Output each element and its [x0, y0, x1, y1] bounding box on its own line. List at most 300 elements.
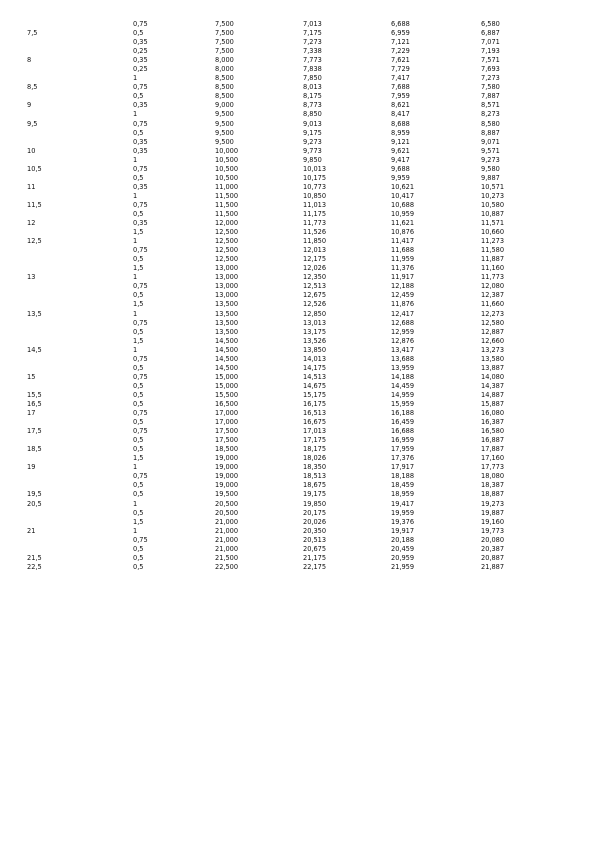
major-diameter-cell: 19,500: [215, 490, 239, 499]
nominal-diameter-cell: [27, 355, 133, 364]
minor-diameter-cell: 15,959: [391, 399, 415, 408]
minor-diameter-cell: 17,917: [391, 463, 415, 472]
table-row: [27, 110, 541, 119]
pitch-diameter-cell: 17,175: [303, 436, 327, 445]
root-diameter-cell: 17,160: [481, 454, 505, 463]
root-diameter-cell: 12,387: [481, 291, 505, 300]
nominal-diameter-cell: 15,5: [27, 390, 42, 399]
nominal-diameter-cell: [27, 454, 133, 463]
root-diameter-cell: 11,580: [481, 246, 505, 255]
pitch-cell: 1: [133, 499, 138, 508]
table-row: [27, 47, 541, 56]
minor-diameter-cell: 7,417: [391, 74, 410, 83]
pitch-cell: 1,5: [133, 228, 144, 237]
nominal-diameter-cell: [27, 536, 133, 545]
pitch-diameter-cell: 18,026: [303, 454, 327, 463]
table-row: [27, 310, 541, 319]
major-diameter-cell: 12,500: [215, 255, 239, 264]
minor-diameter-cell: 7,621: [391, 56, 410, 65]
minor-diameter-cell: 12,188: [391, 282, 415, 291]
major-diameter-cell: 13,000: [215, 291, 239, 300]
table-row: [27, 92, 541, 101]
minor-diameter-cell: 9,959: [391, 173, 410, 182]
nominal-diameter-cell: 17,5: [27, 427, 42, 436]
root-diameter-cell: 11,571: [481, 219, 505, 228]
table-row: [27, 147, 541, 156]
root-diameter-cell: 8,273: [481, 110, 500, 119]
pitch-cell: 1: [133, 74, 138, 83]
table-row: [27, 219, 541, 228]
nominal-diameter-cell: [27, 319, 133, 328]
table-row: [27, 237, 541, 246]
minor-diameter-cell: 7,229: [391, 47, 410, 56]
nominal-diameter-cell: 13: [27, 273, 36, 282]
table-row: [27, 210, 541, 219]
pitch-cell: 0,5: [133, 255, 144, 264]
pitch-cell: 0,35: [133, 101, 148, 110]
major-diameter-cell: 21,000: [215, 526, 239, 535]
pitch-diameter-cell: 16,675: [303, 418, 327, 427]
minor-diameter-cell: 12,876: [391, 336, 415, 345]
major-diameter-cell: 21,000: [215, 535, 239, 544]
pitch-diameter-cell: 19,175: [303, 490, 327, 499]
table-row: [27, 472, 541, 481]
major-diameter-cell: 11,500: [215, 200, 239, 209]
table-row: [27, 74, 541, 83]
pitch-diameter-cell: 7,273: [303, 38, 322, 47]
pitch-cell: 0,75: [133, 20, 148, 29]
root-diameter-cell: 18,080: [481, 472, 505, 481]
table-row: [27, 382, 541, 391]
major-diameter-cell: 8,000: [215, 56, 234, 65]
pitch-cell: 0,5: [133, 399, 144, 408]
table-row: [27, 282, 541, 291]
nominal-diameter-cell: [27, 545, 133, 554]
nominal-diameter-cell: 17: [27, 409, 36, 418]
major-diameter-cell: 21,000: [215, 544, 239, 553]
major-diameter-cell: 12,000: [215, 219, 239, 228]
nominal-diameter-cell: [27, 74, 133, 83]
pitch-cell: 0,35: [133, 56, 148, 65]
pitch-cell: 1,5: [133, 517, 144, 526]
pitch-cell: 0,75: [133, 282, 148, 291]
nominal-diameter-cell: [27, 264, 133, 273]
pitch-diameter-cell: 18,175: [303, 445, 327, 454]
table-row: [27, 409, 541, 418]
table-row: [27, 319, 541, 328]
root-diameter-cell: 10,660: [481, 228, 505, 237]
root-diameter-cell: 12,580: [481, 318, 505, 327]
table-row: [27, 38, 541, 47]
nominal-diameter-cell: 14,5: [27, 345, 42, 354]
root-diameter-cell: 6,580: [481, 20, 500, 29]
root-diameter-cell: 20,080: [481, 535, 505, 544]
pitch-cell: 0,5: [133, 363, 144, 372]
major-diameter-cell: 13,000: [215, 264, 239, 273]
major-diameter-cell: 7,500: [215, 20, 234, 29]
root-diameter-cell: 17,773: [481, 463, 505, 472]
nominal-diameter-cell: [27, 518, 133, 527]
table-row: [27, 527, 541, 536]
table-row: [27, 174, 541, 183]
pitch-diameter-cell: 10,773: [303, 182, 327, 191]
pitch-diameter-cell: 20,350: [303, 526, 327, 535]
root-diameter-cell: 11,773: [481, 273, 505, 282]
minor-diameter-cell: 18,959: [391, 490, 415, 499]
nominal-diameter-cell: [27, 38, 133, 47]
minor-diameter-cell: 8,688: [391, 119, 410, 128]
pitch-diameter-cell: 13,175: [303, 327, 327, 336]
nominal-diameter-cell: 18,5: [27, 445, 42, 454]
pitch-cell: 1: [133, 191, 138, 200]
pitch-cell: 1: [133, 110, 138, 119]
major-diameter-cell: 8,500: [215, 83, 234, 92]
minor-diameter-cell: 7,688: [391, 83, 410, 92]
pitch-cell: 0,5: [133, 481, 144, 490]
major-diameter-cell: 17,500: [215, 436, 239, 445]
pitch-diameter-cell: 22,175: [303, 562, 327, 571]
pitch-diameter-cell: 11,013: [303, 200, 327, 209]
table-row: [27, 83, 541, 92]
table-row: [27, 255, 541, 264]
minor-diameter-cell: 6,688: [391, 20, 410, 29]
pitch-diameter-cell: 13,526: [303, 336, 327, 345]
minor-diameter-cell: 10,688: [391, 200, 415, 209]
root-diameter-cell: 7,580: [481, 83, 500, 92]
minor-diameter-cell: 10,417: [391, 191, 415, 200]
major-diameter-cell: 14,500: [215, 354, 239, 363]
pitch-cell: 0,35: [133, 38, 148, 47]
major-diameter-cell: 15,000: [215, 372, 239, 381]
root-diameter-cell: 16,580: [481, 427, 505, 436]
table-row: [27, 427, 541, 436]
table-row: [27, 499, 541, 508]
minor-diameter-cell: 12,688: [391, 318, 415, 327]
table-row: [27, 509, 541, 518]
pitch-diameter-cell: 14,675: [303, 381, 327, 390]
pitch-diameter-cell: 18,675: [303, 481, 327, 490]
pitch-cell: 0,5: [133, 173, 144, 182]
table-row: [27, 454, 541, 463]
pitch-cell: 0,35: [133, 219, 148, 228]
pitch-diameter-cell: 14,175: [303, 363, 327, 372]
pitch-cell: 0,5: [133, 490, 144, 499]
root-diameter-cell: 19,773: [481, 526, 505, 535]
pitch-diameter-cell: 14,013: [303, 354, 327, 363]
thread-dimensions-table: [27, 20, 541, 572]
table-row: [27, 273, 541, 282]
root-diameter-cell: 7,071: [481, 38, 500, 47]
root-diameter-cell: 15,887: [481, 399, 505, 408]
minor-diameter-cell: 10,876: [391, 228, 415, 237]
nominal-diameter-cell: 21,5: [27, 553, 42, 562]
pitch-cell: 0,75: [133, 164, 148, 173]
root-diameter-cell: 19,273: [481, 499, 505, 508]
pitch-cell: 1: [133, 273, 138, 282]
pitch-diameter-cell: 8,013: [303, 83, 322, 92]
pitch-cell: 0,75: [133, 535, 148, 544]
minor-diameter-cell: 21,959: [391, 562, 415, 571]
pitch-cell: 1: [133, 526, 138, 535]
major-diameter-cell: 13,500: [215, 327, 239, 336]
nominal-diameter-cell: [27, 282, 133, 291]
pitch-diameter-cell: 9,175: [303, 128, 322, 137]
pitch-cell: 0,25: [133, 47, 148, 56]
minor-diameter-cell: 18,459: [391, 481, 415, 490]
pitch-cell: 0,75: [133, 200, 148, 209]
pitch-cell: 0,75: [133, 409, 148, 418]
pitch-diameter-cell: 8,773: [303, 101, 322, 110]
root-diameter-cell: 20,887: [481, 553, 505, 562]
pitch-diameter-cell: 20,675: [303, 544, 327, 553]
pitch-diameter-cell: 11,175: [303, 210, 327, 218]
minor-diameter-cell: 11,917: [391, 273, 415, 282]
pitch-diameter-cell: 9,273: [303, 137, 322, 146]
minor-diameter-cell: 14,459: [391, 381, 415, 390]
minor-diameter-cell: 7,959: [391, 92, 410, 101]
nominal-diameter-cell: 11,5: [27, 200, 42, 209]
minor-diameter-cell: 12,959: [391, 327, 415, 336]
pitch-diameter-cell: 19,850: [303, 499, 327, 508]
pitch-cell: 1: [133, 237, 138, 246]
table-row: [27, 183, 541, 192]
pitch-cell: 0,75: [133, 372, 148, 381]
root-diameter-cell: 10,887: [481, 210, 505, 218]
minor-diameter-cell: 9,621: [391, 146, 410, 155]
pitch-diameter-cell: 12,175: [303, 255, 327, 264]
root-diameter-cell: 9,571: [481, 146, 500, 155]
minor-diameter-cell: 11,621: [391, 219, 415, 228]
minor-diameter-cell: 14,188: [391, 372, 415, 381]
root-diameter-cell: 12,887: [481, 327, 505, 336]
minor-diameter-cell: 16,959: [391, 436, 415, 445]
nominal-diameter-cell: 10: [27, 146, 36, 155]
pitch-diameter-cell: 16,513: [303, 409, 327, 418]
major-diameter-cell: 10,500: [215, 155, 239, 164]
minor-diameter-cell: 10,959: [391, 210, 415, 218]
pitch-diameter-cell: 11,850: [303, 237, 327, 246]
nominal-diameter-cell: [27, 210, 133, 219]
major-diameter-cell: 14,500: [215, 345, 239, 354]
table-row: [27, 156, 541, 165]
nominal-diameter-cell: 22,5: [27, 562, 42, 571]
nominal-diameter-cell: 8,5: [27, 83, 38, 92]
root-diameter-cell: 9,580: [481, 164, 500, 173]
minor-diameter-cell: 13,417: [391, 345, 415, 354]
minor-diameter-cell: 11,417: [391, 237, 415, 246]
pitch-diameter-cell: 12,350: [303, 273, 327, 282]
pitch-diameter-cell: 10,013: [303, 164, 327, 173]
pitch-diameter-cell: 21,175: [303, 553, 327, 562]
major-diameter-cell: 15,500: [215, 390, 239, 399]
root-diameter-cell: 8,580: [481, 119, 500, 128]
root-diameter-cell: 16,080: [481, 409, 505, 418]
pitch-diameter-cell: 11,526: [303, 228, 327, 237]
root-diameter-cell: 10,273: [481, 191, 505, 200]
table-row: [27, 246, 541, 255]
table-row: [27, 291, 541, 300]
pitch-diameter-cell: 12,675: [303, 291, 327, 300]
minor-diameter-cell: 19,917: [391, 526, 415, 535]
table-row: [27, 481, 541, 490]
root-diameter-cell: 16,387: [481, 418, 505, 427]
pitch-diameter-cell: 12,526: [303, 300, 327, 309]
minor-diameter-cell: 16,688: [391, 427, 415, 436]
root-diameter-cell: 13,273: [481, 345, 505, 354]
nominal-diameter-cell: [27, 20, 133, 29]
pitch-diameter-cell: 7,850: [303, 74, 322, 83]
pitch-cell: 1,5: [133, 454, 144, 463]
major-diameter-cell: 8,500: [215, 92, 234, 101]
root-diameter-cell: 7,193: [481, 47, 500, 56]
major-diameter-cell: 8,500: [215, 74, 234, 83]
root-diameter-cell: 7,887: [481, 92, 500, 101]
root-diameter-cell: 11,660: [481, 300, 505, 309]
pitch-cell: 0,5: [133, 92, 144, 101]
nominal-diameter-cell: [27, 246, 133, 255]
table-row: [27, 536, 541, 545]
table-row: [27, 328, 541, 337]
major-diameter-cell: 10,500: [215, 164, 239, 173]
minor-diameter-cell: 10,621: [391, 182, 415, 191]
nominal-diameter-cell: [27, 509, 133, 518]
root-diameter-cell: 7,571: [481, 56, 500, 65]
table-row: [27, 400, 541, 409]
root-diameter-cell: 7,273: [481, 74, 500, 83]
nominal-diameter-cell: 7,5: [27, 29, 38, 38]
pitch-diameter-cell: 20,026: [303, 517, 327, 526]
nominal-diameter-cell: [27, 228, 133, 237]
major-diameter-cell: 22,500: [215, 562, 239, 571]
pitch-cell: 0,75: [133, 472, 148, 481]
nominal-diameter-cell: [27, 300, 133, 309]
nominal-diameter-cell: [27, 138, 133, 147]
pitch-cell: 0,35: [133, 146, 148, 155]
nominal-diameter-cell: [27, 291, 133, 300]
root-diameter-cell: 12,660: [481, 336, 505, 345]
pitch-diameter-cell: 14,513: [303, 372, 327, 381]
root-diameter-cell: 11,887: [481, 255, 505, 264]
major-diameter-cell: 12,500: [215, 246, 239, 255]
major-diameter-cell: 17,500: [215, 427, 239, 436]
nominal-diameter-cell: [27, 156, 133, 165]
pitch-cell: 0,35: [133, 182, 148, 191]
pitch-cell: 1,5: [133, 264, 144, 273]
table-row: [27, 418, 541, 427]
nominal-diameter-cell: [27, 481, 133, 490]
root-diameter-cell: 13,887: [481, 363, 505, 372]
nominal-diameter-cell: 10,5: [27, 164, 42, 173]
root-diameter-cell: 18,887: [481, 490, 505, 499]
pitch-diameter-cell: 8,850: [303, 110, 322, 119]
major-diameter-cell: 10,500: [215, 173, 239, 182]
major-diameter-cell: 19,000: [215, 481, 239, 490]
root-diameter-cell: 20,387: [481, 544, 505, 553]
root-diameter-cell: 19,160: [481, 517, 505, 526]
root-diameter-cell: 19,887: [481, 508, 505, 517]
table-row: [27, 20, 541, 29]
minor-diameter-cell: 17,376: [391, 454, 415, 463]
pitch-cell: 0,5: [133, 544, 144, 553]
table-row: [27, 120, 541, 129]
nominal-diameter-cell: 13,5: [27, 309, 42, 318]
pitch-diameter-cell: 13,850: [303, 345, 327, 354]
major-diameter-cell: 7,500: [215, 29, 234, 38]
table-row: [27, 129, 541, 138]
pitch-cell: 0,5: [133, 508, 144, 517]
table-row: [27, 373, 541, 382]
major-diameter-cell: 11,500: [215, 191, 239, 200]
nominal-diameter-cell: [27, 364, 133, 373]
nominal-diameter-cell: 21: [27, 526, 36, 535]
minor-diameter-cell: 19,959: [391, 508, 415, 517]
pitch-diameter-cell: 18,513: [303, 472, 327, 481]
table-row: [27, 300, 541, 309]
root-diameter-cell: 14,387: [481, 381, 505, 390]
minor-diameter-cell: 19,376: [391, 517, 415, 526]
minor-diameter-cell: 16,459: [391, 418, 415, 427]
table-row: [27, 56, 541, 65]
pitch-cell: 0,5: [133, 562, 144, 571]
nominal-diameter-cell: 16,5: [27, 399, 42, 408]
pitch-cell: 0,5: [133, 29, 144, 38]
major-diameter-cell: 13,500: [215, 318, 239, 327]
table-body: [27, 20, 541, 572]
pitch-cell: 1: [133, 345, 138, 354]
pitch-diameter-cell: 20,513: [303, 535, 327, 544]
nominal-diameter-cell: [27, 47, 133, 56]
pitch-cell: 0,5: [133, 436, 144, 445]
minor-diameter-cell: 14,959: [391, 390, 415, 399]
major-diameter-cell: 11,500: [215, 210, 239, 218]
major-diameter-cell: 13,000: [215, 282, 239, 291]
root-diameter-cell: 9,887: [481, 173, 500, 182]
nominal-diameter-cell: [27, 418, 133, 427]
pitch-cell: 1: [133, 463, 138, 472]
pitch-diameter-cell: 20,175: [303, 508, 327, 517]
major-diameter-cell: 13,000: [215, 273, 239, 282]
nominal-diameter-cell: 11: [27, 182, 36, 191]
root-diameter-cell: 18,387: [481, 481, 505, 490]
pitch-diameter-cell: 17,013: [303, 427, 327, 436]
table-row: [27, 563, 541, 572]
pitch-cell: 1,5: [133, 300, 144, 309]
pitch-cell: 0,5: [133, 327, 144, 336]
major-diameter-cell: 21,000: [215, 517, 239, 526]
root-diameter-cell: 17,887: [481, 445, 505, 454]
table-row: [27, 436, 541, 445]
table-row: [27, 192, 541, 201]
root-diameter-cell: 8,571: [481, 101, 500, 110]
major-diameter-cell: 10,000: [215, 146, 239, 155]
minor-diameter-cell: 9,688: [391, 164, 410, 173]
root-diameter-cell: 7,693: [481, 65, 500, 74]
minor-diameter-cell: 18,188: [391, 472, 415, 481]
nominal-diameter-cell: [27, 192, 133, 201]
nominal-diameter-cell: 9: [27, 101, 32, 110]
major-diameter-cell: 7,500: [215, 38, 234, 47]
pitch-diameter-cell: 12,026: [303, 264, 327, 273]
root-diameter-cell: 11,273: [481, 237, 505, 246]
pitch-cell: 1: [133, 155, 138, 164]
major-diameter-cell: 15,000: [215, 381, 239, 390]
major-diameter-cell: 7,500: [215, 47, 234, 56]
minor-diameter-cell: 11,959: [391, 255, 415, 264]
root-diameter-cell: 12,273: [481, 309, 505, 318]
minor-diameter-cell: 11,688: [391, 246, 415, 255]
minor-diameter-cell: 12,459: [391, 291, 415, 300]
minor-diameter-cell: 13,959: [391, 363, 415, 372]
